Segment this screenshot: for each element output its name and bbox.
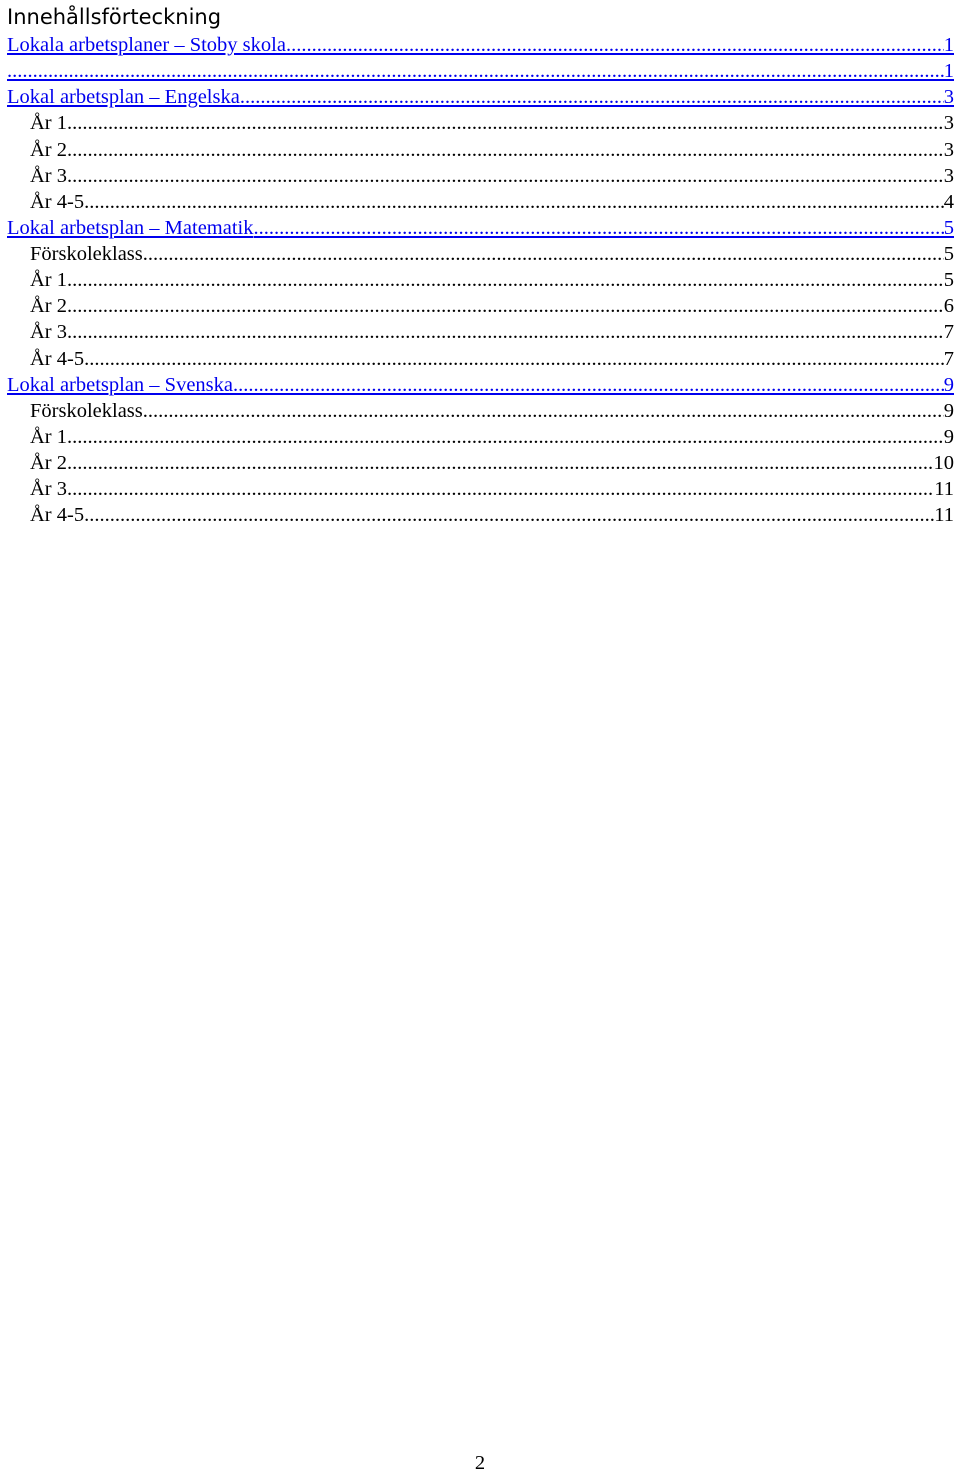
toc-entry	[7, 476, 954, 502]
toc-entry-page: 9	[943, 373, 954, 396]
toc-entry-page: 11	[934, 478, 954, 501]
toc-entry	[7, 319, 954, 345]
toc-entry-page: 9	[943, 399, 954, 422]
toc-entry-page: 5	[943, 243, 954, 265]
toc-title: Innehållsförteckning	[7, 5, 222, 29]
toc-entry-label: År 3	[30, 321, 68, 344]
toc-entry-label: År 1	[30, 425, 68, 448]
toc-entry-page: 11	[934, 504, 954, 527]
toc-entry-label: Lokal arbetsplan – Matematik	[7, 216, 254, 239]
toc-link-entry[interactable]	[7, 215, 954, 241]
toc-entry-label: Lokala arbetsplaner – Stoby skola	[7, 34, 286, 56]
toc-entry-label: Lokal arbetsplan – Svenska	[7, 373, 234, 396]
toc-entry-page: 3	[943, 138, 954, 161]
toc-dot-leader	[286, 32, 944, 58]
toc-entry-page: 5	[943, 269, 954, 292]
toc-dot-leader	[67, 110, 944, 136]
toc-entry-page: 5	[943, 216, 954, 239]
toc-entry	[7, 189, 954, 215]
toc-entry-page: 4	[943, 190, 954, 213]
toc-dot-leader	[143, 241, 944, 267]
toc-entry-page: 3	[943, 112, 954, 135]
toc-dot-leader	[7, 58, 944, 84]
toc-entry-label: Lokal arbetsplan – Engelska	[7, 86, 240, 109]
toc-dot-leader	[67, 293, 944, 319]
toc-entry-label: År 1	[30, 269, 68, 292]
toc-entry-page: 10	[933, 452, 954, 474]
toc-dot-leader	[240, 84, 944, 110]
toc-dot-leader	[67, 137, 944, 163]
toc-entry	[7, 110, 954, 136]
toc-entry	[7, 502, 954, 528]
toc-entry-label: År 4-5	[30, 190, 85, 213]
toc-entry-page: 9	[943, 425, 954, 448]
toc-dot-leader	[84, 189, 944, 215]
toc-entry	[7, 346, 954, 372]
toc-entry-label: Förskoleklass	[30, 399, 143, 422]
toc-list	[7, 32, 954, 528]
toc-dot-leader	[84, 502, 934, 528]
toc-dot-leader	[67, 450, 933, 476]
toc-dot-leader	[84, 346, 944, 372]
toc-entry-label: År 4-5	[30, 347, 85, 370]
toc-dot-leader	[67, 319, 944, 345]
toc-entry-label: Förskoleklass	[30, 243, 143, 265]
toc-entry-page: 7	[943, 347, 954, 370]
toc-entry-page: 1	[943, 60, 954, 83]
toc-entry-label: År 1	[30, 112, 68, 135]
toc-entry	[7, 163, 954, 189]
toc-entry-page: 3	[943, 164, 954, 187]
toc-entry-label: År 2	[30, 452, 68, 474]
toc-link-entry[interactable]	[7, 58, 954, 84]
toc-dot-leader	[67, 476, 934, 502]
toc-link-entry[interactable]	[7, 84, 954, 110]
toc-entry-page: 1	[943, 34, 954, 56]
page-number: 2	[474, 1452, 486, 1474]
toc-entry-page: 7	[943, 321, 954, 344]
toc-entry-label: År 3	[30, 478, 68, 501]
toc-entry-label: År 4-5	[30, 504, 85, 527]
toc-entry	[7, 450, 954, 476]
toc-dot-leader	[254, 215, 944, 241]
toc-entry	[7, 137, 954, 163]
toc-dot-leader	[67, 163, 944, 189]
toc-entry-page: 3	[943, 86, 954, 109]
toc-entry-label: År 3	[30, 164, 68, 187]
toc-entry	[7, 424, 954, 450]
toc-entry-page: 6	[943, 295, 954, 318]
toc-entry	[7, 241, 954, 267]
toc-dot-leader	[67, 424, 944, 450]
toc-dot-leader	[233, 372, 944, 398]
toc-entry-label: År 2	[30, 295, 68, 318]
toc-entry	[7, 267, 954, 293]
toc-dot-leader	[143, 398, 944, 424]
toc-entry	[7, 398, 954, 424]
toc-entry-label: År 2	[30, 138, 68, 161]
toc-dot-leader	[67, 267, 944, 293]
toc-entry	[7, 293, 954, 319]
toc-link-entry[interactable]	[7, 32, 954, 58]
toc-link-entry[interactable]	[7, 372, 954, 398]
